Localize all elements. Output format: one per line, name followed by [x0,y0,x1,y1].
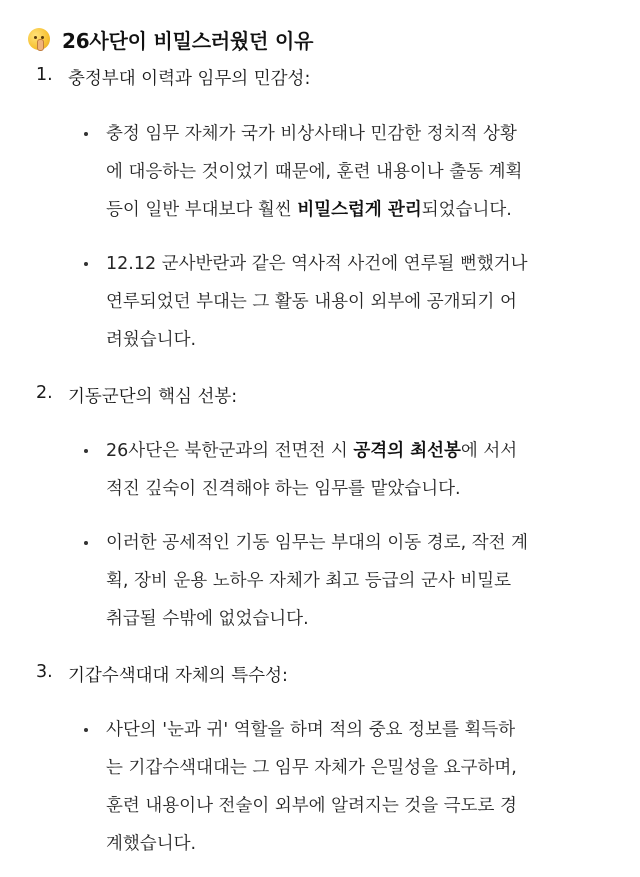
section-number: 3. [36,662,53,682]
bullet-line: 사단의 '눈과 귀' 역할을 하며 적의 중요 정보를 획득하 [106,720,516,740]
bullet-line-end: 에 서서 [460,441,518,461]
bullet-text [106,711,624,863]
bullet-dot-icon [84,728,88,732]
bullet-line-start: 등이 일반 부대보다 훨씬 [106,200,298,220]
bullet-text [106,115,624,229]
section-heading: 기갑수색대대 자체의 특수성: [68,666,288,686]
section-heading: 기동군단의 핵심 선봉: [68,387,238,407]
bullet-line: 충정 임무 자체가 국가 비상사태나 민감한 정치적 상황 [106,124,517,144]
emphasis-text: 비밀스럽게 관리 [297,200,422,220]
bullet-line-end: 되었습니다. [421,200,512,220]
section-1-heading [36,65,310,90]
bullet-line-start: 26사단은 북한군과의 전면전 시 [106,441,354,461]
bullet-dot-icon [84,262,88,266]
bullet-text [106,524,624,638]
title-row [28,22,313,56]
list-item [84,245,624,359]
section-3-heading [36,662,288,687]
bullet-line: 는 기갑수색대대는 그 임무 자체가 은밀성을 요구하며, [106,758,517,778]
emphasis-text: 공격의 최선봉 [353,441,461,461]
bullet-line: 12.12 군사반란과 같은 역사적 사건에 연루될 뻔했거나 [106,254,528,274]
section-number: 1. [36,65,53,85]
list-item [84,711,624,863]
bullet-line: 훈련 내용이나 전술이 외부에 알려지는 것을 극도로 경 [106,796,517,816]
bullet-line [106,191,624,229]
list-item [84,115,624,229]
section-number: 2. [36,383,53,403]
list-item [84,524,624,638]
bullet-line: 이러한 공세적인 기동 임무는 부대의 이동 경로, 작전 계 [106,533,528,553]
bullet-line: 획, 장비 운용 노하우 자체가 최고 등급의 군사 비밀로 [106,571,512,591]
bullet-text [106,245,624,359]
bullet-dot-icon [84,132,88,136]
bullet-text [106,432,624,508]
bullet-line [106,432,624,470]
shushing-face-emoji-icon [28,28,50,50]
bullet-dot-icon [84,541,88,545]
bullet-line: 에 대응하는 것이었기 때문에, 훈련 내용이나 출동 계획 [106,162,523,182]
section-2-heading [36,383,237,408]
bullet-line: 계했습니다. [106,834,197,854]
bullet-line: 취급될 수밖에 없었습니다. [106,609,309,629]
bullet-line: 려웠습니다. [106,330,197,350]
bullet-line: 연루되었던 부대는 그 활동 내용이 외부에 공개되기 어 [106,292,517,312]
page-title: 26사단이 비밀스러웠던 이유 [62,28,314,53]
section-heading: 충정부대 이력과 임무의 민감성: [68,69,311,89]
list-item [84,432,624,508]
bullet-line: 적진 깊숙이 진격해야 하는 임무를 맡았습니다. [106,479,461,499]
bullet-dot-icon [84,449,88,453]
